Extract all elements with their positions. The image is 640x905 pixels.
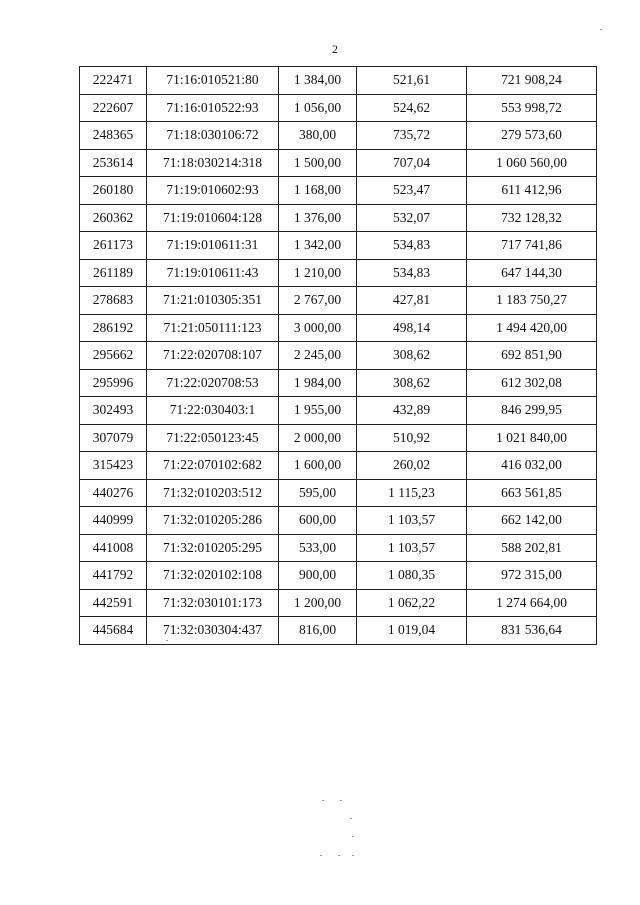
area-cell: 1 955,00 xyxy=(279,397,357,425)
cadastral-value-cell: 1 183 750,27 xyxy=(467,287,597,315)
cadastral-number-cell: 71:22:070102:682 xyxy=(147,452,279,480)
row-id-cell: 441792 xyxy=(80,562,147,590)
cadastral-number-cell: 71:22:020708:107 xyxy=(147,342,279,370)
area-cell: 900,00 xyxy=(279,562,357,590)
cadastral-value-cell: 831 536,64 xyxy=(467,617,597,645)
area-cell: 1 342,00 xyxy=(279,232,357,260)
cadastral-value-cell: 732 128,32 xyxy=(467,204,597,232)
cadastral-number-cell: 71:16:010522:93 xyxy=(147,94,279,122)
cadastral-value-cell: 553 998,72 xyxy=(467,94,597,122)
area-cell: 1 984,00 xyxy=(279,369,357,397)
row-id-cell: 286192 xyxy=(80,314,147,342)
cadastral-value-cell: 279 573,60 xyxy=(467,122,597,150)
area-cell: 1 168,00 xyxy=(279,177,357,205)
row-id-cell: 261173 xyxy=(80,232,147,260)
area-cell: 595,00 xyxy=(279,479,357,507)
cadastral-number-cell: 71:16:010521:80 xyxy=(147,67,279,95)
cadastral-number-cell: 71:32:030304:437 xyxy=(147,617,279,645)
specific-value-cell: 427,81 xyxy=(357,287,467,315)
scan-speck xyxy=(320,855,322,856)
cadastral-number-cell: 71:19:010604:128 xyxy=(147,204,279,232)
table-row xyxy=(80,589,597,617)
row-id-cell: 253614 xyxy=(80,149,147,177)
area-cell: 1 376,00 xyxy=(279,204,357,232)
cadastral-value-cell: 612 302,08 xyxy=(467,369,597,397)
area-cell: 3 000,00 xyxy=(279,314,357,342)
scan-speck xyxy=(600,29,602,30)
cadastral-value-cell: 416 032,00 xyxy=(467,452,597,480)
scan-speck xyxy=(338,855,340,856)
specific-value-cell: 1 103,57 xyxy=(357,507,467,535)
specific-value-cell: 735,72 xyxy=(357,122,467,150)
cadastral-value-cell: 1 021 840,00 xyxy=(467,424,597,452)
table-row xyxy=(80,479,597,507)
table-row xyxy=(80,177,597,205)
table-row xyxy=(80,507,597,535)
cadastral-value-cell: 972 315,00 xyxy=(467,562,597,590)
table-row xyxy=(80,149,597,177)
specific-value-cell: 308,62 xyxy=(357,342,467,370)
specific-value-cell: 521,61 xyxy=(357,67,467,95)
table-row xyxy=(80,314,597,342)
scan-speck xyxy=(340,800,342,801)
specific-value-cell: 707,04 xyxy=(357,149,467,177)
specific-value-cell: 260,02 xyxy=(357,452,467,480)
table-row xyxy=(80,534,597,562)
row-id-cell: 260362 xyxy=(80,204,147,232)
table-row xyxy=(80,287,597,315)
row-id-cell: 440276 xyxy=(80,479,147,507)
specific-value-cell: 510,92 xyxy=(357,424,467,452)
area-cell: 600,00 xyxy=(279,507,357,535)
cadastral-number-cell: 71:19:010611:43 xyxy=(147,259,279,287)
cadastral-number-cell: 71:18:030106:72 xyxy=(147,122,279,150)
specific-value-cell: 1 019,04 xyxy=(357,617,467,645)
area-cell: 1 056,00 xyxy=(279,94,357,122)
scan-speck xyxy=(352,836,354,837)
scan-speck xyxy=(350,818,352,819)
cadastral-value-table xyxy=(79,66,597,645)
table-row xyxy=(80,452,597,480)
specific-value-cell: 1 080,35 xyxy=(357,562,467,590)
cadastral-value-cell: 588 202,81 xyxy=(467,534,597,562)
cadastral-value-cell: 611 412,96 xyxy=(467,177,597,205)
row-id-cell: 222471 xyxy=(80,67,147,95)
specific-value-cell: 308,62 xyxy=(357,369,467,397)
table-row xyxy=(80,342,597,370)
table-body xyxy=(80,67,597,645)
table-row xyxy=(80,369,597,397)
cadastral-value-cell: 647 144,30 xyxy=(467,259,597,287)
cadastral-value-cell: 717 741,86 xyxy=(467,232,597,260)
cadastral-number-cell: 71:32:010205:295 xyxy=(147,534,279,562)
scan-speck xyxy=(322,800,324,801)
table-row xyxy=(80,424,597,452)
specific-value-cell: 534,83 xyxy=(357,259,467,287)
row-id-cell: 278683 xyxy=(80,287,147,315)
row-id-cell: 222607 xyxy=(80,94,147,122)
cadastral-number-cell: 71:32:010203:512 xyxy=(147,479,279,507)
specific-value-cell: 523,47 xyxy=(357,177,467,205)
cadastral-number-cell: 71:22:030403:1 xyxy=(147,397,279,425)
row-id-cell: 261189 xyxy=(80,259,147,287)
row-id-cell: 445684 xyxy=(80,617,147,645)
cadastral-number-cell: 71:21:050111:123 xyxy=(147,314,279,342)
cadastral-value-cell: 1 060 560,00 xyxy=(467,149,597,177)
cadastral-value-cell: 721 908,24 xyxy=(467,67,597,95)
area-cell: 1 500,00 xyxy=(279,149,357,177)
cadastral-number-cell: 71:22:020708:53 xyxy=(147,369,279,397)
cadastral-value-cell: 846 299,95 xyxy=(467,397,597,425)
table-row xyxy=(80,204,597,232)
cadastral-number-cell: 71:21:010305:351 xyxy=(147,287,279,315)
specific-value-cell: 524,62 xyxy=(357,94,467,122)
area-cell: 380,00 xyxy=(279,122,357,150)
table-row xyxy=(80,122,597,150)
cadastral-number-cell: 71:19:010602:93 xyxy=(147,177,279,205)
cadastral-value-cell: 1 494 420,00 xyxy=(467,314,597,342)
cadastral-value-cell: 663 561,85 xyxy=(467,479,597,507)
specific-value-cell: 498,14 xyxy=(357,314,467,342)
specific-value-cell: 1 115,23 xyxy=(357,479,467,507)
specific-value-cell: 1 103,57 xyxy=(357,534,467,562)
table-row xyxy=(80,562,597,590)
table-row xyxy=(80,397,597,425)
cadastral-number-cell: 71:22:050123:45 xyxy=(147,424,279,452)
area-cell: 816,00 xyxy=(279,617,357,645)
row-id-cell: 440999 xyxy=(80,507,147,535)
row-id-cell: 315423 xyxy=(80,452,147,480)
row-id-cell: 295662 xyxy=(80,342,147,370)
table-row xyxy=(80,232,597,260)
cadastral-value-cell: 1 274 664,00 xyxy=(467,589,597,617)
row-id-cell: 302493 xyxy=(80,397,147,425)
page-number: 2 xyxy=(332,42,338,56)
row-id-cell: 248365 xyxy=(80,122,147,150)
area-cell: 1 384,00 xyxy=(279,67,357,95)
area-cell: 2 245,00 xyxy=(279,342,357,370)
area-cell: 2 767,00 xyxy=(279,287,357,315)
table-row xyxy=(80,94,597,122)
area-cell: 1 210,00 xyxy=(279,259,357,287)
table-row xyxy=(80,617,597,645)
specific-value-cell: 534,83 xyxy=(357,232,467,260)
cadastral-number-cell: 71:18:030214:318 xyxy=(147,149,279,177)
table-row xyxy=(80,67,597,95)
cadastral-number-cell: 71:19:010611:31 xyxy=(147,232,279,260)
area-cell: 2 000,00 xyxy=(279,424,357,452)
cadastral-value-cell: 692 851,90 xyxy=(467,342,597,370)
row-id-cell: 442591 xyxy=(80,589,147,617)
specific-value-cell: 1 062,22 xyxy=(357,589,467,617)
specific-value-cell: 432,89 xyxy=(357,397,467,425)
cadastral-number-cell: 71:32:030101:173 xyxy=(147,589,279,617)
table-row xyxy=(80,259,597,287)
specific-value-cell: 532,07 xyxy=(357,204,467,232)
row-id-cell: 307079 xyxy=(80,424,147,452)
cadastral-number-cell: 71:32:020102:108 xyxy=(147,562,279,590)
scan-speck xyxy=(352,855,354,856)
area-cell: 1 200,00 xyxy=(279,589,357,617)
cadastral-number-cell: 71:32:010205:286 xyxy=(147,507,279,535)
area-cell: 1 600,00 xyxy=(279,452,357,480)
scan-speck xyxy=(166,640,168,641)
row-id-cell: 295996 xyxy=(80,369,147,397)
row-id-cell: 260180 xyxy=(80,177,147,205)
area-cell: 533,00 xyxy=(279,534,357,562)
row-id-cell: 441008 xyxy=(80,534,147,562)
cadastral-value-cell: 662 142,00 xyxy=(467,507,597,535)
